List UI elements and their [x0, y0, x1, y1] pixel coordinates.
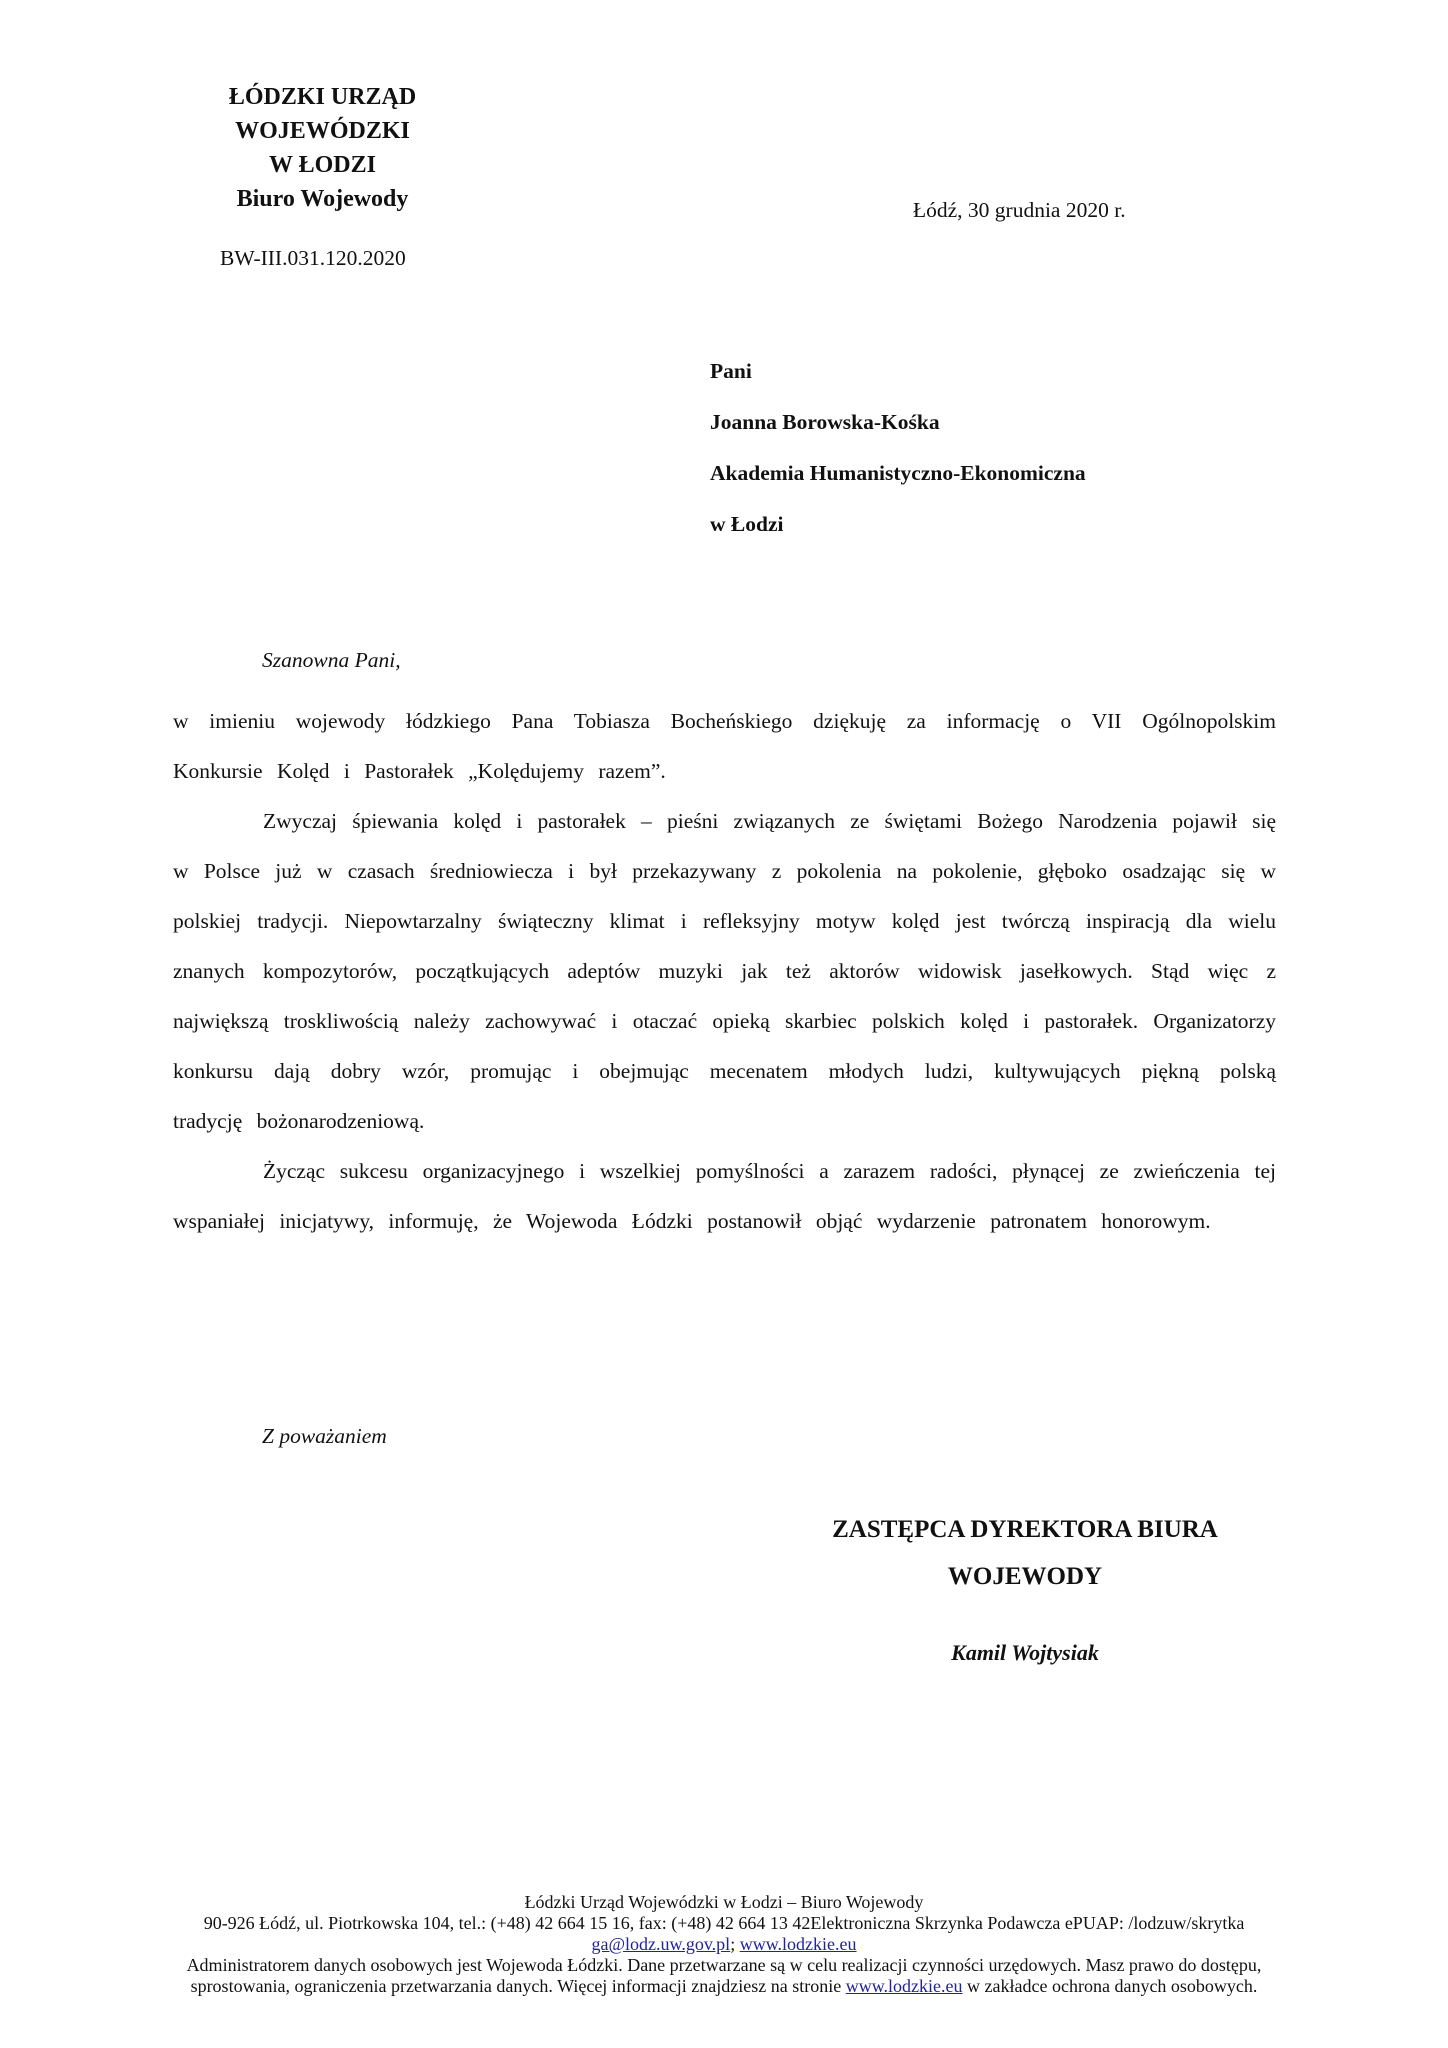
sender-office: Biuro Wojewody	[236, 186, 409, 212]
email-link[interactable]: ga@lodz.uw.gov.pl	[591, 1934, 731, 1954]
footer	[0, 1892, 1448, 1997]
website-link[interactable]: www.lodzkie.eu	[739, 1934, 857, 1954]
reference-number: BW-III.031.120.2020	[220, 246, 406, 270]
letter-body	[173, 696, 1276, 1246]
recipient-name: Joanna Borowska-Kośka	[710, 410, 940, 434]
recipient-block	[710, 346, 1086, 550]
footer-org-line: Łódzki Urząd Wojewódzki w Łodzi – Biuro Wojewody	[524, 1892, 924, 1912]
recipient-salutation-word: Pani	[710, 359, 752, 383]
date-line: Łódź, 30 grudnia 2020 r.	[913, 198, 1126, 222]
body-paragraph-3: Życząc sukcesu organizacyjnego i wszelkiej pomyślności a zarazem radości, płynącej ze zwieńczenia tej wspaniałej inicjatywy, informuję, że Wojewoda Łódzki postanowił objąć wydarzenie patronatem honorowym.	[173, 1159, 1276, 1233]
sender-org-city: W ŁODZI	[269, 152, 376, 178]
footer-rodo-line-2	[0, 1976, 1448, 1997]
sender-letterhead	[150, 80, 495, 216]
signature-name: Kamil Wojtysiak	[951, 1640, 1099, 1665]
body-paragraph-2: Zwyczaj śpiewania kolęd i pastorałek – pieśni związanych ze świętami Bożego Narodzenia pojawił się w Polsce już w czasach średniowiecza i był przekazywany z pokolenia na pokolenie, głęboko osadzając się w polskiej tradycji. Niepowtarzalny świąteczny klimat i refleksyjny motyw kolęd jest twórczą inspiracją dla wielu znanych kompozytorów, początkujących adeptów muzyki jak też aktorów widowisk jasełkowych. Stąd więc z największą troskliwością należy zachowywać i otaczać opieką skarbiec polskich kolęd i pastorałek. Organizatorzy konkursu dają dobry wzór, promując i obejmując mecenatem młodych ludzi, kultywujących piękną polską tradycję bożonarodzeniową.	[173, 809, 1276, 1133]
footer-rodo-line-2-post: w zakładce ochrona danych osobowych.	[962, 1976, 1258, 1996]
footer-rodo-line-1: Administratorem danych osobowych jest Wojewoda Łódzki. Dane przetwarzane są w celu realizacji czynności urzędowych. Masz prawo do dostępu,	[186, 1955, 1262, 1975]
signature-title: ZASTĘPCA DYREKTORA BIURA WOJEWODY	[832, 1516, 1218, 1590]
footer-links-separator: ;	[730, 1934, 740, 1954]
body-paragraph-1: w imieniu wojewody łódzkiego Pana Tobiasza Bocheńskiego dziękuję za informację o VII Ogólnopolskim Konkursie Kolęd i Pastorałek „Kolędujemy razem”.	[173, 709, 1276, 783]
recipient-city: w Łodzi	[710, 512, 784, 536]
privacy-website-link[interactable]: www.lodzkie.eu	[845, 1976, 963, 1996]
footer-links-line	[0, 1934, 1448, 1955]
salutation: Szanowna Pani,	[262, 648, 401, 672]
sender-org-name: ŁÓDZKI URZĄD WOJEWÓDZKI	[228, 84, 417, 144]
footer-rodo-line-2-pre: sprostowania, ograniczenia przetwarzania danych. Więcej informacji znajdziesz na stronie	[190, 1976, 846, 1996]
recipient-institution: Akademia Humanistyczno-Ekonomiczna	[710, 461, 1086, 485]
footer-address-line: 90-926 Łódź, ul. Piotrkowska 104, tel.: (+48) 42 664 15 16, fax: (+48) 42 664 13 42Elektroniczna Skrzynka Podawcza ePUAP: /lodzuw/skrytka	[203, 1913, 1245, 1933]
closing-phrase: Z poważaniem	[262, 1424, 387, 1448]
